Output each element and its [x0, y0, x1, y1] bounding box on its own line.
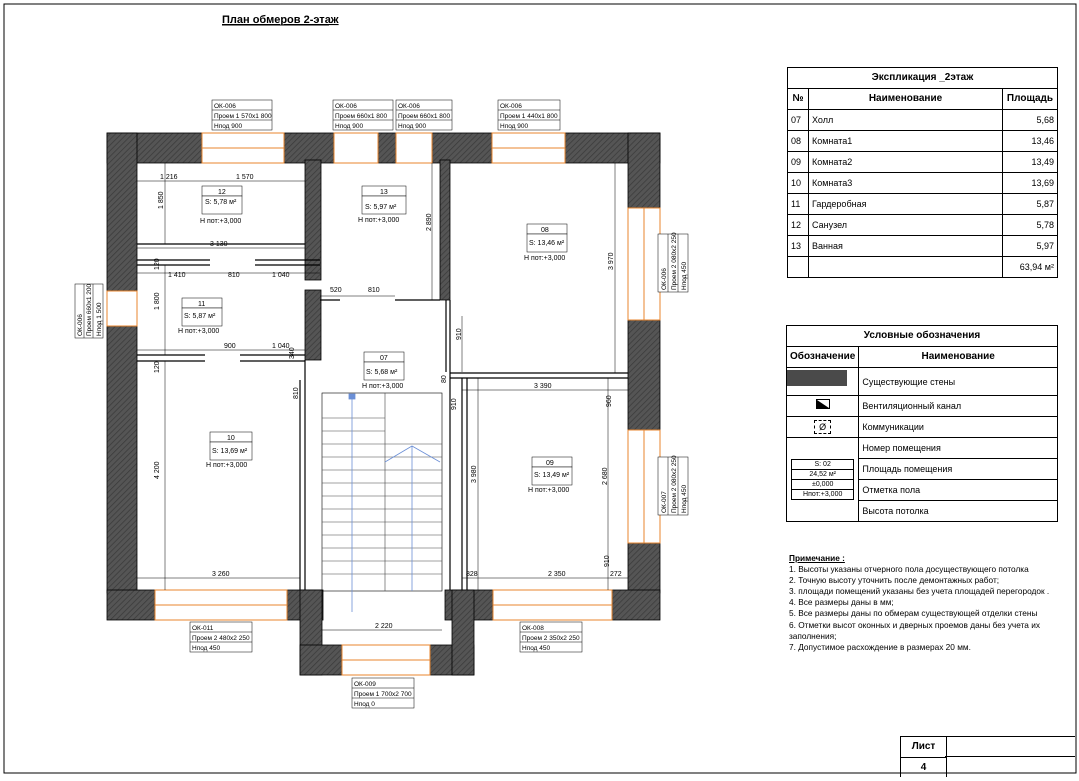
svg-text:ОК-006: ОК-006 — [335, 103, 357, 110]
svg-text:Проем 1 440х1 800: Проем 1 440х1 800 — [500, 113, 558, 120]
svg-text:ОК-008: ОК-008 — [522, 625, 544, 632]
notes-heading: Примечание : — [789, 553, 845, 563]
dim-text: 1 040 — [272, 343, 290, 350]
sheet-label: Лист — [901, 737, 946, 758]
room-area: S: 5,87 м² — [184, 313, 216, 320]
note-item: 6. Отметки высот оконных и дверных проемов даны без учета их заполнения; — [789, 619, 1040, 641]
dim-text: 900 — [224, 343, 236, 350]
svg-text:Нпод 900: Нпод 900 — [335, 123, 364, 130]
dim-text: 910 — [604, 555, 611, 567]
table-row: 11 Гардеробная 5,87 — [788, 194, 1058, 215]
svg-text:Нпод 450: Нпод 450 — [681, 484, 688, 513]
svg-text:Нпод 1 500: Нпод 1 500 — [96, 302, 103, 336]
note-item: 2. Точную высоту уточнить после демонтажных работ; — [789, 575, 1000, 586]
legend-row: Существующие стены — [787, 368, 1058, 396]
sheet-number-box — [900, 736, 947, 777]
dim-text: 3 130 — [210, 241, 228, 248]
window-tag — [498, 100, 560, 130]
window-tag — [520, 622, 582, 652]
window-openings — [107, 133, 660, 675]
plan-title: План обмеров 2-этаж — [222, 14, 339, 26]
room-height: H пот:+3,000 — [200, 218, 242, 225]
svg-text:Проем 1 700х2 700: Проем 1 700х2 700 — [354, 691, 412, 698]
legend-row: Ø Коммуникации — [787, 417, 1058, 438]
room-number: 09 — [546, 460, 554, 467]
svg-text:ОК-006: ОК-006 — [214, 103, 236, 110]
window-tag — [333, 100, 393, 130]
room-number: 11 — [198, 301, 206, 308]
dim-text: 1 410 — [168, 272, 186, 279]
room-height: H пот:+3,000 — [178, 328, 220, 335]
note-item: 4. Все размеры даны в мм; — [789, 597, 894, 608]
dim-text: 120 — [154, 361, 161, 373]
total-area: 63,94 м² — [1003, 257, 1058, 278]
dim-text: 810 — [228, 272, 240, 279]
title-block-line — [945, 756, 1075, 757]
room-number: 12 — [218, 189, 226, 196]
note-item: 7. Допустимое расхождение в размерах 20 мм. — [789, 641, 971, 652]
svg-text:Нпод 450: Нпод 450 — [681, 261, 688, 290]
room-number: 13 — [380, 189, 388, 196]
room-tag-08 — [524, 224, 567, 262]
table-row: 08 Комната1 13,46 — [788, 131, 1058, 152]
dim-text: 272 — [610, 571, 622, 578]
svg-text:ОК-006: ОК-006 — [500, 103, 522, 110]
legend-row: Отметка пола — [787, 480, 1058, 501]
svg-text:Нпод 900: Нпод 900 — [398, 123, 427, 130]
room-area: S: 13,49 м² — [534, 472, 570, 479]
svg-text:ОК-006: ОК-006 — [661, 268, 668, 290]
window-tag — [212, 100, 272, 130]
svg-text:Проем 660х1 200: Проем 660х1 200 — [86, 283, 93, 336]
stairs — [322, 393, 442, 591]
svg-text:ОК-006: ОК-006 — [398, 103, 420, 110]
dim-text: 2 680 — [602, 467, 609, 485]
dim-text: 810 — [293, 387, 300, 399]
room-height: H пот:+3,000 — [362, 383, 404, 390]
title-block-line — [945, 736, 1075, 737]
dim-text: 340 — [289, 347, 296, 359]
ventilation-icon — [816, 399, 830, 409]
window-tag-vertical — [75, 283, 103, 338]
window-tag — [352, 678, 414, 708]
room-tag-07 — [362, 352, 404, 390]
window-tag-vertical — [658, 455, 688, 515]
svg-text:Проем 2 080х2 250: Проем 2 080х2 250 — [671, 455, 678, 513]
window-tag-vertical — [658, 232, 688, 292]
room-height: H пот:+3,000 — [358, 217, 400, 224]
svg-text:Нпод 450: Нпод 450 — [192, 645, 221, 652]
walls — [107, 133, 660, 675]
table-row: 07 Холл 5,68 — [788, 110, 1058, 131]
room-area: S: 5,97 м² — [365, 204, 397, 211]
note-item: 3. площади помещений указаны без учета площадей перегородок . — [789, 586, 1050, 597]
table-row: 09 Комната2 13,49 — [788, 152, 1058, 173]
svg-text:Проем 1 570х1 800: Проем 1 570х1 800 — [214, 113, 272, 120]
legend-row: S: 02 24,52 м² ±0,000 Нпот:+3,000 Номер помещения — [787, 438, 1058, 459]
room-area: S: 13,46 м² — [529, 240, 565, 247]
window-tag — [190, 622, 252, 652]
legend-symbol-header: Обозначение — [787, 347, 859, 368]
sheet-number: 4 — [920, 762, 927, 773]
stair-arrows — [349, 394, 440, 612]
svg-text:Проем 660х1 800: Проем 660х1 800 — [398, 113, 451, 120]
dim-text: 3 970 — [608, 252, 615, 270]
room-tag-11 — [178, 298, 222, 335]
room-area: S: 13,69 м² — [212, 448, 248, 455]
svg-text:Нпод 0: Нпод 0 — [354, 701, 375, 708]
room-tag-13 — [358, 186, 406, 224]
legend-row: Площадь помещения — [787, 459, 1058, 480]
dim-text: 4 200 — [154, 461, 161, 479]
room-area: S: 5,78 м² — [205, 199, 237, 206]
dim-text: 1 216 — [160, 174, 178, 181]
window-tag — [396, 100, 452, 130]
note-item: 5. Все размеры даны по обмерам существующей отделки стены — [789, 608, 1038, 619]
dim-text: 960 — [606, 395, 613, 407]
svg-text:ОК-006: ОК-006 — [77, 314, 84, 336]
room-number: 08 — [541, 227, 549, 234]
dim-text: 520 — [330, 287, 342, 294]
svg-text:Нпод 900: Нпод 900 — [214, 123, 243, 130]
room-area: S: 5,68 м² — [366, 369, 398, 376]
col-number-header: № — [788, 89, 809, 110]
dim-text: 1 040 — [272, 272, 290, 279]
svg-text:Проем 2 080х2 250: Проем 2 080х2 250 — [671, 232, 678, 290]
table-row: 10 Комната3 13,69 — [788, 173, 1058, 194]
dim-text: 1 570 — [236, 174, 254, 181]
svg-text:ОК-007: ОК-007 — [661, 491, 668, 513]
explication-table — [787, 67, 1058, 278]
dim-text: 80 — [441, 375, 448, 383]
legend-table — [786, 325, 1058, 522]
room-height: H пот:+3,000 — [206, 462, 248, 469]
col-area-header: Площадь — [1003, 89, 1058, 110]
svg-text:ОК-009: ОК-009 — [354, 681, 376, 688]
col-name-header: Наименование — [809, 89, 1003, 110]
room-tag-12 — [200, 186, 242, 225]
dim-text: 2 350 — [548, 571, 566, 578]
explication-title: Экспликация _2этаж — [788, 68, 1058, 89]
svg-text:ОК-011: ОК-011 — [192, 625, 214, 632]
dim-text: 2 890 — [426, 213, 433, 231]
svg-text:Проем 2 350х2 250: Проем 2 350х2 250 — [522, 635, 580, 642]
dim-text: 910 — [456, 328, 463, 340]
table-row: 13 Ванная 5,97 — [788, 236, 1058, 257]
legend-title: Условные обозначения — [787, 326, 1058, 347]
legend-name-header: Наименование — [859, 347, 1058, 368]
svg-text:Нпод 450: Нпод 450 — [522, 645, 551, 652]
dim-text: 120 — [154, 258, 161, 270]
room-labels — [178, 186, 572, 494]
dim-text: 3 980 — [471, 465, 478, 483]
room-height: H пот:+3,000 — [524, 255, 566, 262]
room-number: 07 — [380, 355, 388, 362]
dim-text: 1 800 — [154, 292, 161, 310]
wall-swatch — [787, 368, 847, 388]
room-number: 10 — [227, 435, 235, 442]
svg-text:Нпод 900: Нпод 900 — [500, 123, 529, 130]
legend-sample-tag: S: 02 24,52 м² ±0,000 Нпот:+3,000 — [791, 459, 854, 500]
svg-text:Проем 2 480х2 250: Проем 2 480х2 250 — [192, 635, 250, 642]
table-total-row — [788, 257, 1058, 278]
room-tag-09 — [528, 457, 572, 494]
dim-text: 810 — [368, 287, 380, 294]
note-item: 1. Высоты указаны отчерного пола досуществующего потолка — [789, 564, 1029, 575]
dim-text: 910 — [451, 398, 458, 410]
legend-row: Высота потолка — [787, 501, 1058, 522]
room-height: H пот:+3,000 — [528, 487, 570, 494]
dim-text: 828 — [466, 571, 478, 578]
dim-text: 1 850 — [158, 191, 165, 209]
communications-icon: Ø — [814, 420, 831, 434]
svg-text:Проем 660х1 800: Проем 660х1 800 — [335, 113, 388, 120]
dim-text: 2 220 — [375, 623, 393, 630]
dim-text: 3 390 — [534, 383, 552, 390]
legend-row: Вентиляционный канал — [787, 396, 1058, 417]
notes-block — [789, 553, 1051, 653]
dim-text: 3 260 — [212, 571, 230, 578]
room-tag-10 — [206, 432, 252, 469]
table-row: 12 Санузел 5,78 — [788, 215, 1058, 236]
